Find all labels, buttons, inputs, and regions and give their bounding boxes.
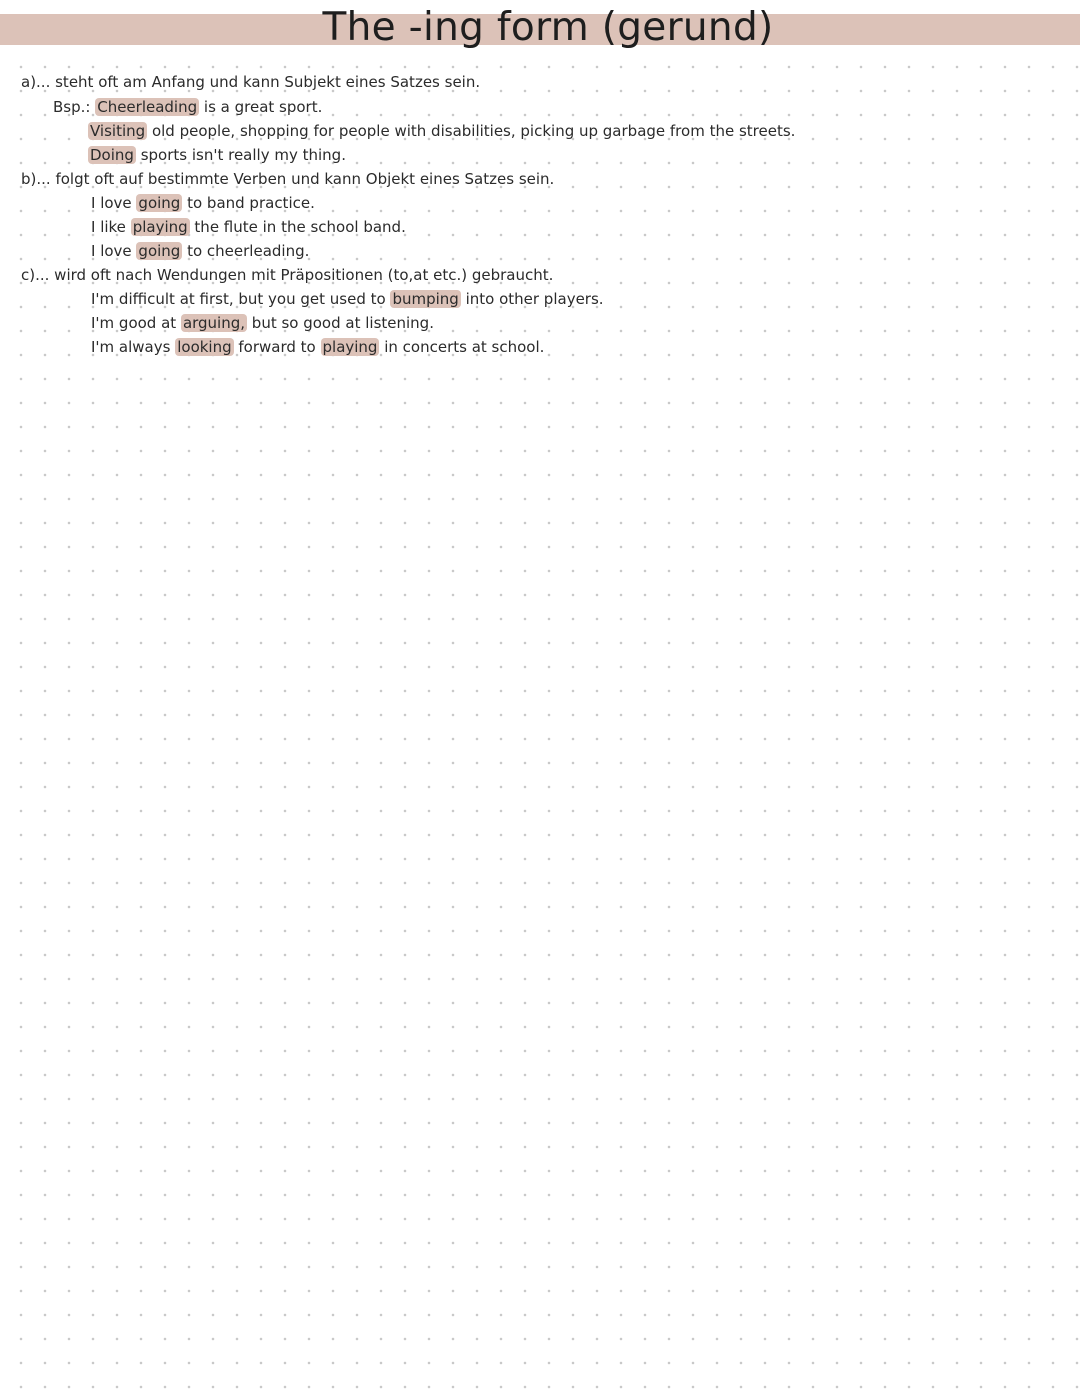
line-text: I'm good at [91,314,181,332]
example-line [88,121,795,141]
highlighted-gerund: Visiting [90,122,146,140]
line-text: Bsp.: [53,98,96,116]
line-text: the flute in the school band. [189,218,406,236]
highlighted-gerund: arguing, [182,314,246,332]
line-text: I love [91,194,137,212]
example-line [91,289,604,309]
line-text: sports isn't really my thing. [135,146,346,164]
line-text: into other players. [460,290,604,308]
section-c-heading [21,265,553,285]
example-line [53,97,322,117]
example-line [88,145,346,165]
line-text: to band practice. [182,194,315,212]
line-text: in concerts at school. [379,338,545,356]
highlighted-gerund: going [138,194,181,212]
line-text: old people, shopping for people with disabilities, picking up garbage from the streets. [147,122,796,140]
example-line [91,217,406,237]
page-title: The -ing form (gerund) [322,5,774,50]
line-text: c)... wird oft nach Wendungen mit Präpositionen (to,at etc.) gebraucht. [21,266,554,284]
section-a-heading [21,72,480,92]
example-line [91,241,309,261]
line-text: a)... steht oft am Anfang und kann Subjekt eines Satzes sein. [21,73,481,91]
highlighted-gerund: playing [322,338,378,356]
line-text: is a great sport. [199,98,323,116]
line-text: forward to [233,338,321,356]
highlighted-gerund: going [138,242,181,260]
highlighted-gerund: playing [132,218,188,236]
example-line [91,193,315,213]
section-b-heading [21,169,554,189]
line-text: I'm difficult at first, but you get used to [91,290,391,308]
example-line [91,313,434,333]
line-text: to cheerleading. [182,242,310,260]
line-text: b)... folgt oft auf bestimmte Verben und kann Objekt eines Satzes sein. [21,170,555,188]
line-text: I like [91,218,131,236]
example-line [91,337,544,357]
highlighted-gerund: bumping [392,290,459,308]
highlighted-gerund: Doing [90,146,134,164]
highlighted-gerund: Cheerleading [97,98,198,116]
line-text: I love [91,242,137,260]
line-text: I'm always [91,338,176,356]
highlighted-gerund: looking [177,338,232,356]
line-text: but so good at listening. [247,314,434,332]
